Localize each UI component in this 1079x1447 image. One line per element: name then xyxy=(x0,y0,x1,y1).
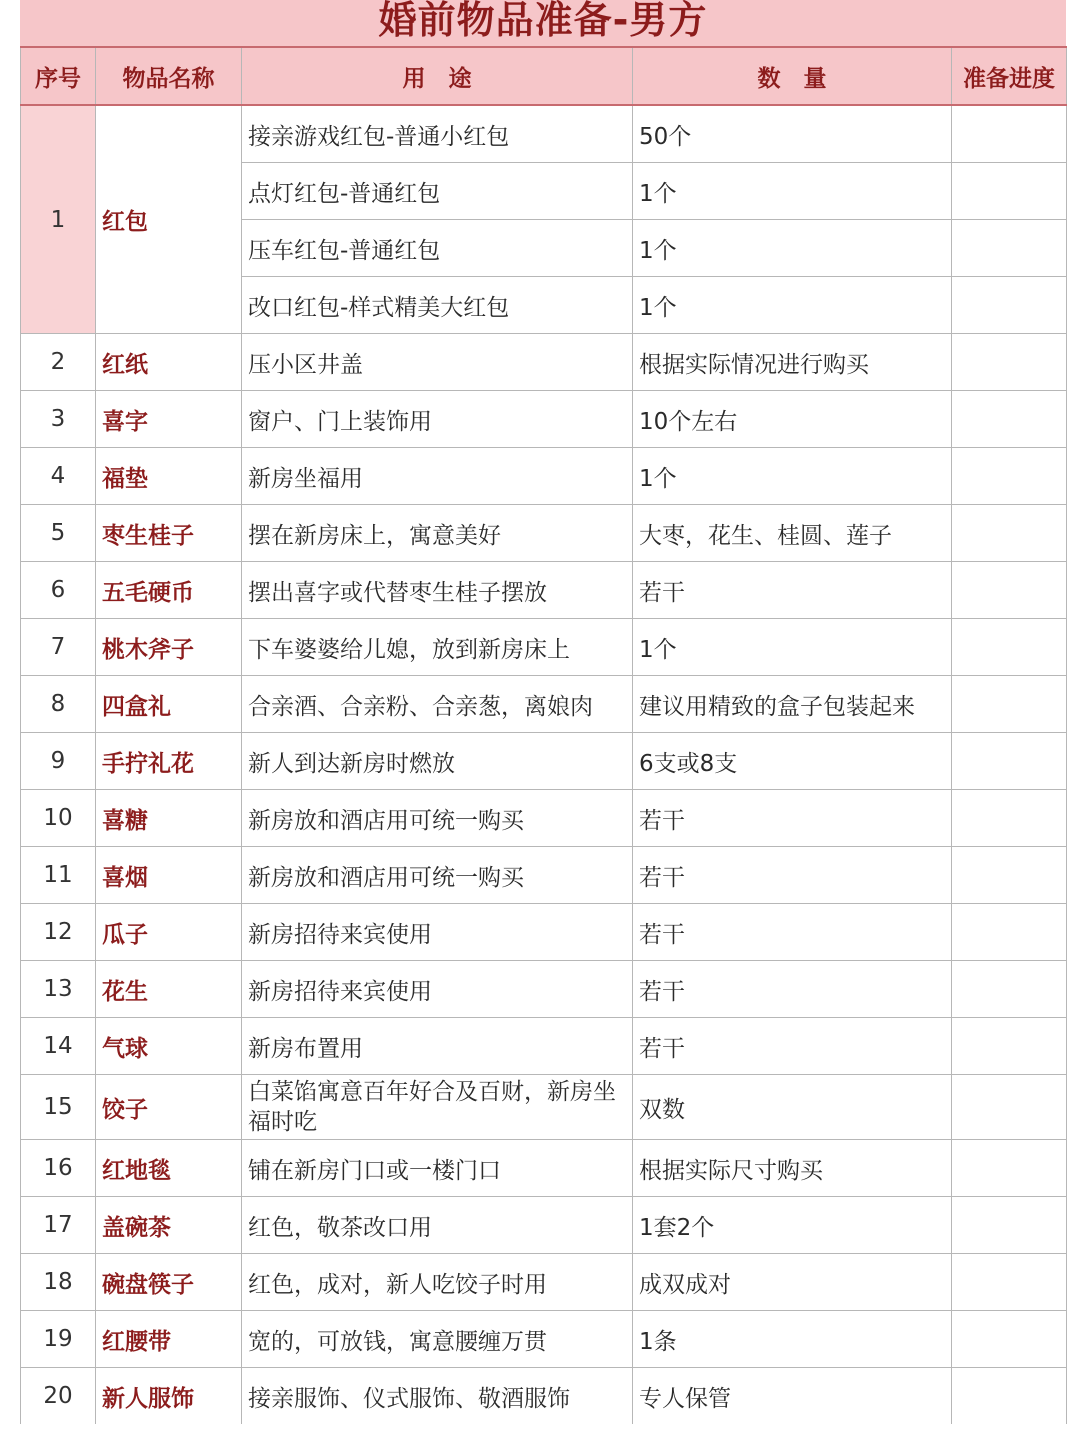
table-row xyxy=(21,1018,1067,1075)
item-name: 花生 xyxy=(96,961,242,1018)
item-name: 新人服饰 xyxy=(96,1368,242,1425)
page-title: 婚前物品准备-男方 xyxy=(20,0,1066,46)
header-progress: 准备进度 xyxy=(952,47,1067,105)
row-no: 14 xyxy=(21,1018,96,1075)
header-row xyxy=(21,47,1067,105)
checklist-table xyxy=(20,46,1067,1424)
progress-cell[interactable] xyxy=(952,391,1067,448)
row-no: 10 xyxy=(21,790,96,847)
table-row xyxy=(21,105,1067,163)
item-qty: 建议用精致的盒子包装起来 xyxy=(633,676,952,733)
item-name: 五毛硬币 xyxy=(96,562,242,619)
item-name: 红包 xyxy=(96,105,242,334)
table-row xyxy=(21,1311,1067,1368)
item-name: 福垫 xyxy=(96,448,242,505)
item-qty: 若干 xyxy=(633,1018,952,1075)
progress-cell[interactable] xyxy=(952,334,1067,391)
table-row xyxy=(21,847,1067,904)
item-qty: 若干 xyxy=(633,961,952,1018)
item-use: 合亲酒、合亲粉、合亲葱，离娘肉 xyxy=(242,676,633,733)
item-qty: 1个 xyxy=(633,163,952,220)
item-name: 饺子 xyxy=(96,1075,242,1140)
progress-cell[interactable] xyxy=(952,105,1067,163)
item-name: 枣生桂子 xyxy=(96,505,242,562)
progress-cell[interactable] xyxy=(952,961,1067,1018)
item-qty: 若干 xyxy=(633,562,952,619)
progress-cell[interactable] xyxy=(952,790,1067,847)
table-row xyxy=(21,562,1067,619)
item-qty: 1套2个 xyxy=(633,1197,952,1254)
item-name: 喜字 xyxy=(96,391,242,448)
progress-cell[interactable] xyxy=(952,733,1067,790)
table-row xyxy=(21,961,1067,1018)
item-name: 碗盘筷子 xyxy=(96,1254,242,1311)
row-no: 12 xyxy=(21,904,96,961)
item-qty: 若干 xyxy=(633,847,952,904)
progress-cell[interactable] xyxy=(952,904,1067,961)
table-row xyxy=(21,448,1067,505)
item-qty: 根据实际情况进行购买 xyxy=(633,334,952,391)
item-use: 窗户、门上装饰用 xyxy=(242,391,633,448)
row-no: 18 xyxy=(21,1254,96,1311)
item-name: 气球 xyxy=(96,1018,242,1075)
table-row xyxy=(21,733,1067,790)
item-use: 新房布置用 xyxy=(242,1018,633,1075)
item-qty: 6支或8支 xyxy=(633,733,952,790)
item-qty: 双数 xyxy=(633,1075,952,1140)
item-qty: 1个 xyxy=(633,277,952,334)
table-row xyxy=(21,1075,1067,1140)
item-name: 四盒礼 xyxy=(96,676,242,733)
progress-cell[interactable] xyxy=(952,1368,1067,1425)
checklist-sheet xyxy=(20,0,1066,1424)
item-use: 接亲游戏红包-普通小红包 xyxy=(242,105,633,163)
item-use: 新房放和酒店用可统一购买 xyxy=(242,790,633,847)
item-qty: 成双成对 xyxy=(633,1254,952,1311)
item-use: 新房放和酒店用可统一购买 xyxy=(242,847,633,904)
row-no: 2 xyxy=(21,334,96,391)
item-name: 红纸 xyxy=(96,334,242,391)
item-name: 喜烟 xyxy=(96,847,242,904)
item-name: 盖碗茶 xyxy=(96,1197,242,1254)
table-row xyxy=(21,790,1067,847)
row-no: 13 xyxy=(21,961,96,1018)
item-use: 新房招待来宾使用 xyxy=(242,961,633,1018)
item-qty: 专人保管 xyxy=(633,1368,952,1425)
row-no: 5 xyxy=(21,505,96,562)
item-use: 红色，敬茶改口用 xyxy=(242,1197,633,1254)
table-row xyxy=(21,1140,1067,1197)
item-name: 红腰带 xyxy=(96,1311,242,1368)
row-no: 20 xyxy=(21,1368,96,1425)
item-use: 点灯红包-普通红包 xyxy=(242,163,633,220)
header-name: 物品名称 xyxy=(96,47,242,105)
item-use: 新房招待来宾使用 xyxy=(242,904,633,961)
item-name: 红地毯 xyxy=(96,1140,242,1197)
table-row xyxy=(21,1368,1067,1425)
item-use: 新人到达新房时燃放 xyxy=(242,733,633,790)
header-use: 用 途 xyxy=(242,47,633,105)
table-row xyxy=(21,505,1067,562)
row-no: 4 xyxy=(21,448,96,505)
item-qty: 10个左右 xyxy=(633,391,952,448)
progress-cell[interactable] xyxy=(952,1254,1067,1311)
item-qty: 若干 xyxy=(633,790,952,847)
item-qty: 50个 xyxy=(633,105,952,163)
progress-cell[interactable] xyxy=(952,1140,1067,1197)
item-name: 桃木斧子 xyxy=(96,619,242,676)
row-no: 7 xyxy=(21,619,96,676)
progress-cell[interactable] xyxy=(952,1018,1067,1075)
table-row xyxy=(21,619,1067,676)
progress-cell[interactable] xyxy=(952,847,1067,904)
row-no: 17 xyxy=(21,1197,96,1254)
item-use: 红色，成对，新人吃饺子时用 xyxy=(242,1254,633,1311)
progress-cell[interactable] xyxy=(952,448,1067,505)
table-row xyxy=(21,1197,1067,1254)
item-use: 压小区井盖 xyxy=(242,334,633,391)
progress-cell[interactable] xyxy=(952,163,1067,220)
item-use: 摆出喜字或代替枣生桂子摆放 xyxy=(242,562,633,619)
row-no: 16 xyxy=(21,1140,96,1197)
header-no: 序号 xyxy=(21,47,96,105)
item-qty: 1个 xyxy=(633,448,952,505)
table-row xyxy=(21,904,1067,961)
row-no: 3 xyxy=(21,391,96,448)
table-row xyxy=(21,1254,1067,1311)
progress-cell[interactable] xyxy=(952,505,1067,562)
item-qty: 若干 xyxy=(633,904,952,961)
item-use: 铺在新房门口或一楼门口 xyxy=(242,1140,633,1197)
progress-cell[interactable] xyxy=(952,277,1067,334)
progress-cell[interactable] xyxy=(952,562,1067,619)
table-row xyxy=(21,334,1067,391)
progress-cell[interactable] xyxy=(952,1197,1067,1254)
row-no: 15 xyxy=(21,1075,96,1140)
item-use: 新房坐福用 xyxy=(242,448,633,505)
row-no: 11 xyxy=(21,847,96,904)
item-use: 改口红包-样式精美大红包 xyxy=(242,277,633,334)
row-no: 6 xyxy=(21,562,96,619)
item-qty: 1个 xyxy=(633,220,952,277)
item-use: 摆在新房床上，寓意美好 xyxy=(242,505,633,562)
item-name: 手拧礼花 xyxy=(96,733,242,790)
item-qty: 大枣，花生、桂圆、莲子 xyxy=(633,505,952,562)
table-row xyxy=(21,676,1067,733)
progress-cell[interactable] xyxy=(952,220,1067,277)
item-qty: 1个 xyxy=(633,619,952,676)
item-qty: 1条 xyxy=(633,1311,952,1368)
item-name: 喜糖 xyxy=(96,790,242,847)
item-use: 白菜馅寓意百年好合及百财，新房坐福时吃 xyxy=(242,1075,633,1140)
row-no: 1 xyxy=(21,105,96,334)
table-row xyxy=(21,391,1067,448)
row-no: 9 xyxy=(21,733,96,790)
item-use: 压车红包-普通红包 xyxy=(242,220,633,277)
item-use: 下车婆婆给儿媳，放到新房床上 xyxy=(242,619,633,676)
item-use: 接亲服饰、仪式服饰、敬酒服饰 xyxy=(242,1368,633,1425)
progress-cell[interactable] xyxy=(952,676,1067,733)
row-no: 8 xyxy=(21,676,96,733)
item-name: 瓜子 xyxy=(96,904,242,961)
progress-cell[interactable] xyxy=(952,1075,1067,1140)
progress-cell[interactable] xyxy=(952,1311,1067,1368)
row-no: 19 xyxy=(21,1311,96,1368)
progress-cell[interactable] xyxy=(952,619,1067,676)
header-qty: 数 量 xyxy=(633,47,952,105)
item-qty: 根据实际尺寸购买 xyxy=(633,1140,952,1197)
item-use: 宽的，可放钱，寓意腰缠万贯 xyxy=(242,1311,633,1368)
